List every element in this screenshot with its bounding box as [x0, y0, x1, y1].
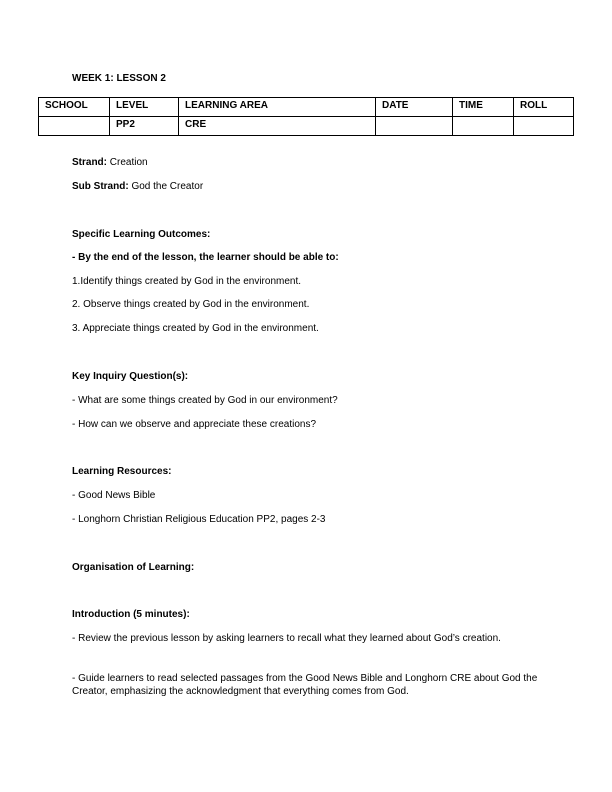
date-header: DATE: [376, 98, 453, 117]
date-cell: [376, 117, 453, 136]
inquiry-title: Key Inquiry Question(s):: [72, 371, 189, 382]
table-header-row: [39, 98, 574, 117]
learning-area-header: LEARNING AREA: [179, 98, 376, 117]
school-header: SCHOOL: [39, 98, 110, 117]
inquiry-item: - How can we observe and appreciate these creations?: [72, 419, 317, 430]
outcome-item: 3. Appreciate things created by God in the environment.: [72, 323, 319, 334]
sub-strand-label: Sub Strand:: [72, 181, 129, 192]
outcome-item: 1.Identify things created by God in the environment.: [72, 276, 302, 287]
table-row: [39, 117, 574, 136]
level-cell: PP2: [110, 117, 179, 136]
organisation-title: Organisation of Learning:: [72, 562, 195, 573]
outcomes-title: Specific Learning Outcomes:: [72, 229, 211, 240]
inquiry-item: - What are some things created by God in our environment?: [72, 395, 338, 406]
resource-item: - Longhorn Christian Religious Education PP2, pages 2-3: [72, 514, 326, 525]
time-header: TIME: [453, 98, 514, 117]
roll-cell: [514, 117, 574, 136]
time-cell: [453, 117, 514, 136]
sub-strand-line: [72, 180, 203, 193]
introduction-item: - Review the previous lesson by asking learners to recall what they learned about God’s creation.: [72, 633, 501, 644]
outcomes-intro: - By the end of the lesson, the learner should be able to:: [72, 252, 339, 263]
outcome-item: 2. Observe things created by God in the environment.: [72, 299, 310, 310]
lesson-info-table: [38, 97, 574, 136]
introduction-title: Introduction (5 minutes):: [72, 609, 190, 620]
introduction-item: - Guide learners to read selected passages from the Good News Bible and Longhorn CRE about God the Creator, emphasizing the acknowledgment that everything comes from God.: [72, 673, 538, 697]
strand-line: [72, 156, 148, 169]
learning-area-cell: CRE: [179, 117, 376, 136]
resource-item: - Good News Bible: [72, 490, 156, 501]
lesson-heading: WEEK 1: LESSON 2: [72, 73, 166, 84]
roll-header: ROLL: [514, 98, 574, 117]
level-header: LEVEL: [110, 98, 179, 117]
resources-title: Learning Resources:: [72, 466, 172, 477]
strand-value: Creation: [107, 157, 148, 168]
strand-label: Strand:: [72, 157, 107, 168]
sub-strand-value: God the Creator: [128, 181, 204, 192]
school-cell: [39, 117, 110, 136]
